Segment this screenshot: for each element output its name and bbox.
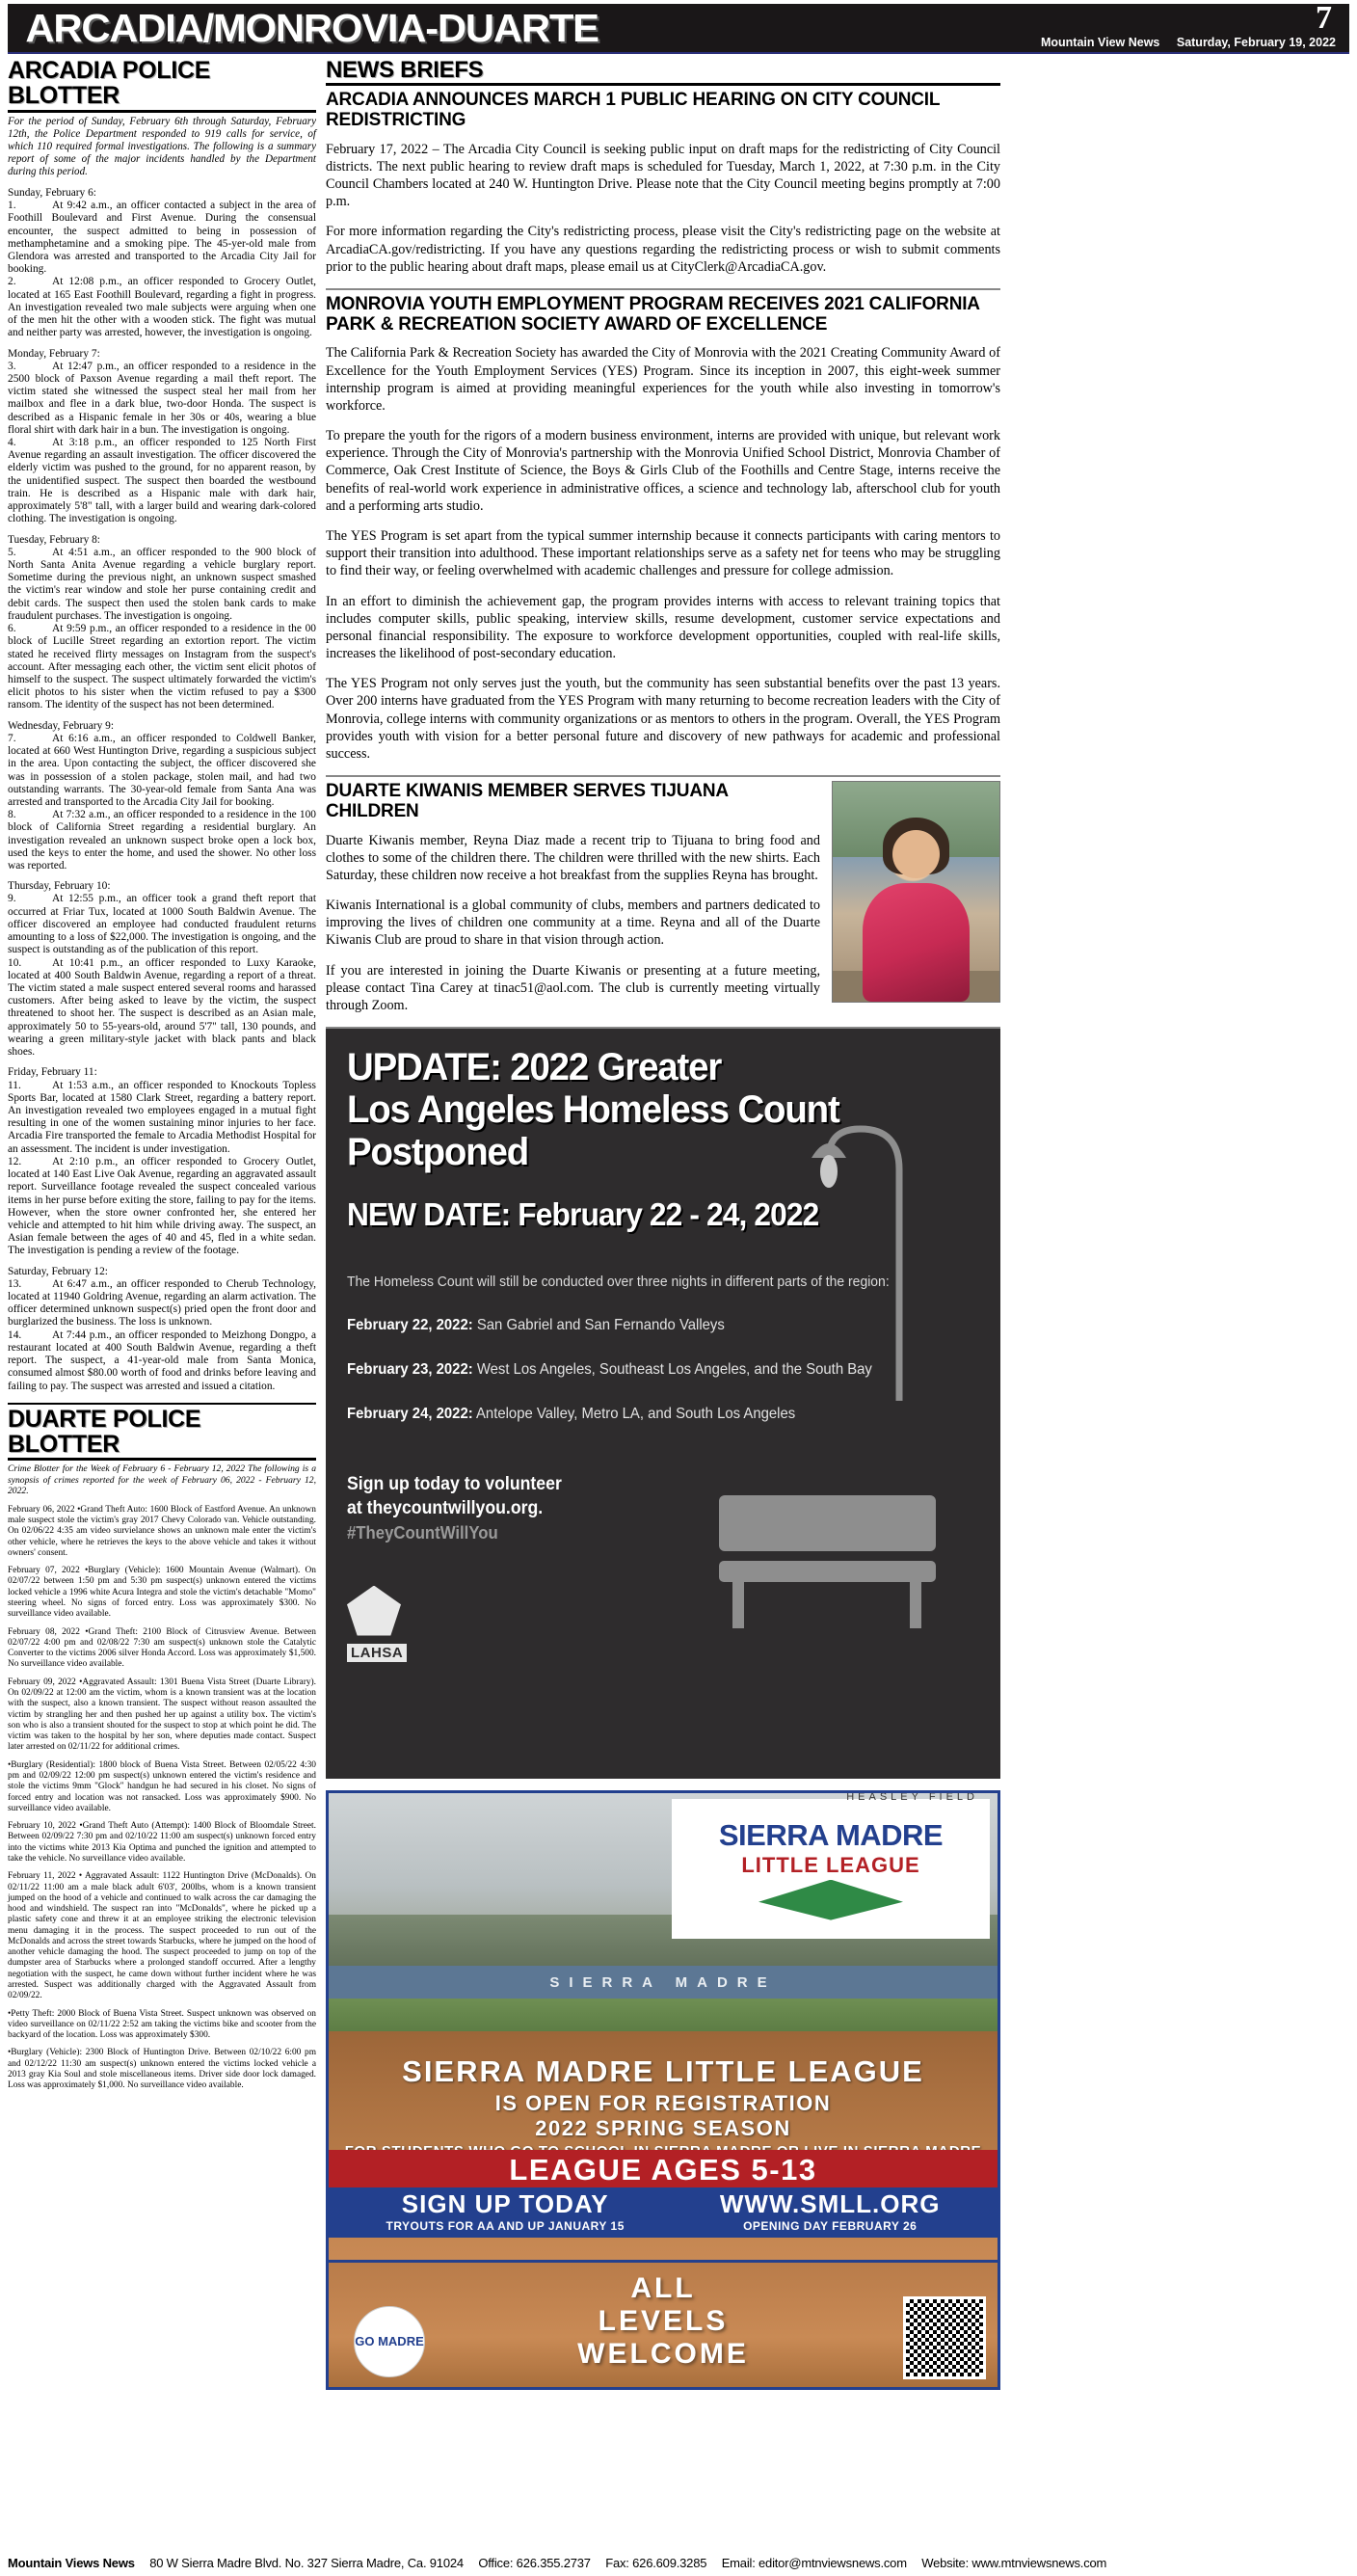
baseball-icon: GO MADRE <box>354 2306 425 2377</box>
section-divider <box>326 775 1000 777</box>
blotter-entry-number: 11. <box>8 1079 21 1091</box>
blotter-entry-text: At 2:10 p.m., an officer responded to Grocery Outlet, located at 140 East Live Oak Avenue, regarding an aggravated assault report. Surveillance footage revealed the suspect concealed various items in her purse before exiting the store, failing to pay for the items. However, when the store owner confronted her, she entered her vehicle and attempted to hit him while driving away. The suspect, an Asian female between the ages of 40 and 45, fled in a white sedan. The investigation is pending a review of the footage. <box>8 1155 316 1257</box>
blotter-entry-number: 5. <box>8 546 16 558</box>
photo-child-shirt <box>863 883 970 1002</box>
blotter-entry-number: 2. <box>8 276 16 288</box>
blotter-entry-text: At 1:53 a.m., an officer responded to Knockouts Topless Sports Bar, located at 1580 Clark Street, regarding a battery report. An investigation revealed two employees engaged in a mutual fight resulting in one of the women sustaining minor injuries to her face. Arcadia Fire transported the female to Arcadia Methodist Hospital for an assessment. The incident is under investigation. <box>8 1079 316 1155</box>
arcadia-blotter-intro: For the period of Sunday, February 6th through Saturday, February 12th, the Police Department responded to 919 calls for service, of which 110 required formal investigations. The following is a summary report of some of the major incidents handled by the Department during this period. <box>8 115 316 177</box>
blotter-entry-text: At 9:59 p.m., an officer responded to a residence in the 00 block of Lucille Street regarding an extortion report. The victim stated he received flirty messages on Instagram from the suspect's account. After messaging each other, the victim sent elicit photos of himself to the suspect. The suspect ultimately forwarded the victim's elicit photos to his sister when the victim refused to pay a $300 ransom. The identity of the suspect has not been determined. <box>8 623 316 711</box>
homeless-ad-new-date: NEW DATE: February 22 - 24, 2022 <box>347 1196 819 1233</box>
arcadia-blotter-heading: ARCADIA POLICE BLOTTER <box>8 58 316 113</box>
section-divider <box>326 288 1000 290</box>
duarte-blotter-intro: Crime Blotter for the Week of February 6 - February 12, 2022 The following is a synopsis of crimes reported for the week of February 06, 2022 - February 12, 2022. <box>8 1463 316 1497</box>
arcadia-blotter-entries <box>8 187 316 1393</box>
blotter-entry-text: At 10:41 p.m., an officer responded to Luxy Karaoke, located at 400 South Baldwin Avenue, regarding a report of a threat. The victim stated a male suspect entered several rooms and harassed customers. After being asked to leave by the victim, the suspect threatened to shoot her. The suspect is described as an Asian male, approximately 50 to 55-years-old, around 5'7" tall, 130 pounds, and wearing a green military-style jacket with black pants and black shoes. <box>8 956 316 1059</box>
blotter-entry-number: 12. <box>8 1155 22 1167</box>
duarte-blotter-entry: •Burglary (Residential): 1800 block of Buena Vista Street. Between 02/05/22 4:30 pm and 02/09/22 12:00 pm suspect(s) unknown entered the victim's residence and stole the victims 9mm "Glock" handgun he had secured in his closet. No signs of forced entry and location was not ransacked. Loss was approximately $900. No surveillance video available. <box>8 1759 316 1813</box>
masthead-meta <box>1041 36 1336 49</box>
blotter-entry <box>8 437 316 526</box>
smll-headline-3: 2022 SPRING SEASON <box>535 2116 791 2141</box>
ad-field-name: HEASLEY FIELD <box>846 1791 978 1804</box>
duarte-blotter-entry: •Petty Theft: 2000 Block of Buena Vista Street. Suspect unknown was observed on video surveillance on 02/11/22 2:52 am taking the victims bike and scooter from the backyard of the location. Loss was approximately $300. <box>8 2008 316 2041</box>
duarte-blotter-entry: February 06, 2022 •Grand Theft Auto: 1600 Block of Eastford Avenue. An unknown male suspect stole the victim's gray 2017 Chevy Colorado van. Vehicle outstanding. On 02/06/22 4:35 am video survielance shows an unknown male enter the victim's other vehicle, where he retrieves the keys to the above vehicle and takes it without owners' consent. <box>8 1504 316 1558</box>
blotter-entry <box>8 547 316 623</box>
ad-grass <box>329 1999 998 2031</box>
blotter-entry-text: At 6:47 a.m., an officer responded to Cherub Technology, located at 11940 Goldring Avenue, regarding an alarm activation. The officer determined unknown suspect(s) pried open the front door and burglarized the business. The loss is unknown. <box>8 1277 316 1328</box>
duarte-blotter-heading: DUARTE POLICE BLOTTER <box>8 1407 316 1462</box>
homeless-ad-date-label: February 22, 2022: <box>347 1317 473 1334</box>
smll-cta-left-small: TRYOUTS FOR AA AND UP JANUARY 15 <box>386 2219 625 2234</box>
blotter-entry <box>8 1080 316 1156</box>
blotter-entry <box>8 276 316 339</box>
news-briefs-list <box>326 90 1000 1014</box>
blotter-entry <box>8 893 316 956</box>
footer-paper-name: Mountain Views News <box>8 2556 135 2570</box>
duarte-blotter-entry: •Burglary (Vehicle): 2300 Block of Huntington Drive. Between 02/10/22 6:00 pm and 02/12/22 11:30 am suspect(s) unknown entered the victims locked vehicle a 2013 gray Kia Soul and stole miscellaneous items. Driver side door lock damaged. Loss was approximately $1,000. No surveillance video available. <box>8 2048 316 2091</box>
homeless-ad-date-label: February 23, 2022: <box>347 1361 473 1379</box>
blotter-entry-number: 6. <box>8 623 16 635</box>
blotter-entry-number: 4. <box>8 437 16 449</box>
ad-wall-text: SIERRA MADRE <box>549 1973 777 1991</box>
blotter-entry-text: At 4:51 a.m., an officer responded to the 900 block of North Santa Anita Avenue regarding a vehicle burglary report. Sometime during the previous night, an unknown suspect smashed the victim's rear window and stole her purse containing credit and debit cards. The suspect then used the stolen bank cards to make fraudulent purchases. The investigation is ongoing. <box>8 546 316 622</box>
blotter-entry-number: 3. <box>8 360 16 372</box>
blotter-entry <box>8 1329 316 1393</box>
homeless-ad-date-entry <box>347 1406 935 1423</box>
lahsa-logo-text: LAHSA <box>347 1644 407 1662</box>
blotter-entry <box>8 809 316 872</box>
smll-headline-block <box>329 2054 998 2160</box>
blotter-entry-text: At 12:08 p.m., an officer responded to Grocery Outlet, located at 165 East Foothill Boulevard, regarding a fight in progress. An investigation revealed two male subjects were arguing when one of the men hit the other with a wooden stick. The fight was mutual and neither party was arrested, however, the investigation is ongoing. <box>8 276 316 339</box>
homeless-ad-date-regions: San Gabriel and San Fernando Valleys <box>472 1317 725 1334</box>
streetlamp-icon <box>808 1112 923 1401</box>
news-brief-title: DUARTE KIWANIS MEMBER SERVES TIJUANA CHILDREN <box>326 781 729 822</box>
duarte-blotter-entry: February 09, 2022 •Aggravated Assault: 1301 Buena Vista Street (Duarte Library). On 02/09/22 at 12:00 am the victim, whom is a known transient was at the location with the suspect, also a known transient. The suspect without reason assaulted the victim by strangling her and then pushed her up against a utility box. The victim's son who is also a transient shouted for the suspect to stop at which point he did. The victim was taken to the hospital by her son, where deputies made contact. Suspect later arrested on 02/11/22 for additional crimes. <box>8 1677 316 1753</box>
smll-headline-2: IS OPEN FOR REGISTRATION <box>494 2091 832 2116</box>
duarte-blotter-entry: February 11, 2022 • Aggravated Assault: 1122 Huntington Drive (McDonalds). On 02/11/22 11:00 am a male black adult 6'03', 200lbs, whom is a known transient jumped on the hood of a vehicle and continued to walk across the car damaging the hood and windshield. The suspect ran into "McDonalds", where he picked up a plastic safety cone and threw it at an employee striking the electronic television menu damaging it in the process. The suspect proceeded to run out of the McDonalds and across the street towards Starbucks, where he jumped on the hood of another vehicle damaging the hood. The suspect proceeded to jump on top of the dumpster area of Starbucks where a prolonged standoff occurred. After a lengthy negotiation with the suspect, he came down without further incident where he was arrested. Suspect was additionally charged with the Aggravated Assault from 02/09/22. <box>8 1871 316 2001</box>
duarte-blotter-entry: February 08, 2022 •Grand Theft: 2100 Block of Citrusview Avenue. Between 02/07/22 4:00 pm and 02/08/22 7:30 am suspect(s) unknown stole the Catalytic Converter to the victims 2006 silver Honda Accord. Loss was approximately $1,500. No surveillance video available. <box>8 1626 316 1670</box>
news-brief-paragraph: In an effort to diminish the achievement gap, the program provides interns with access to relevant training topics that includes computer skills, public speaking, interview skills, resume development, customer service expectations and personal financial responsibility. The exposure to workforce development opportunities, coupled with real-life skills, increases the likelihood of post-secondary education. <box>326 593 1000 662</box>
homeless-ad-title-line1: UPDATE: 2022 Greater <box>347 1046 722 1089</box>
news-brief-paragraph: For more information regarding the City's redistricting process, please visit the City's redistricting page on the website at ArcadiaCA.gov/redistricting. If you have any questions regarding the redistricting process or wish to submit comments prior to the public hearing about draft maps, please email us at CityClerk@ArcadiaCA.gov. <box>326 224 1000 275</box>
blotter-entry-number: 1. <box>8 200 16 212</box>
blotter-entry-number: 7. <box>8 732 16 744</box>
homeless-ad-date-regions: Antelope Valley, Metro LA, and South Los Angeles <box>472 1406 796 1423</box>
blotter-entry <box>8 200 316 276</box>
blotter-entry-number: 14. <box>8 1328 22 1341</box>
page-columns <box>8 58 1349 2390</box>
duarte-blotter-entries <box>8 1505 316 2092</box>
blotter-entry-number: 9. <box>8 893 16 905</box>
blotter-day-label: Friday, February 11: <box>8 1066 97 1079</box>
duarte-blotter-entry: February 10, 2022 •Grand Theft Auto (Attempt): 1400 Block of Bloomdale Street. Between 02/09/22 7:30 pm and 02/10/22 11:00 am suspect(s) unknown forced entry into the victims white 2013 Kia Optima and punched the ignition and attempted to take the vehicle. No surveillance video available. <box>8 1821 316 1864</box>
news-brief-paragraph: To prepare the youth for the rigors of a modern business environment, interns are provided with unique, but relevant work experience. Through the City of Monrovia's partnership with the Monrovia Unified School District, Monrovia Chamber of Commerce, Oak Crest Institute of Science, the Boys & Girls Club of the Foothills and Centre Stage, interns receive the benefits of real-world work experience in administrative offices, a science and technology lab, afterschool club for youth and a performing arts studio. <box>326 428 1000 514</box>
lahsa-mark-icon <box>347 1586 401 1636</box>
column-middle <box>326 58 1000 2390</box>
page-number: 7 <box>1316 0 1332 36</box>
smll-ad-bottom <box>326 2263 1000 2390</box>
blotter-entry-text: At 12:55 p.m., an officer took a grand theft report that occurred at Friar Tux, located at 1000 South Baldwin Avenue. The officer discovered an employee had conducted fraudulent returns amounting to a loss of $22,000. The investigation is ongoing, and the suspect is outstanding as of the publication of this report. <box>8 893 316 956</box>
blotter-entry-text: At 3:18 p.m., an officer responded to 125 North First Avenue regarding an assault investigation. The officer discovered the elderly victim was pushed to the ground, for no apparent reason, by the unidentified suspect. The suspect then boarded the westbound train. He is described as a Hispanic male with dark hair, approximately 5'8" tall, with a larger build and wearing dark-colored clothing. The investigation is ongoing. <box>8 437 316 525</box>
footer-website: Website: www.mtnviewsnews.com <box>921 2556 1107 2570</box>
blotter-entry-text: At 12:47 p.m., an officer responded to a residence in the 2500 block of Paxson Avenue regarding a mail theft report. The victim stated she witnessed the suspect steal her mail from her mailbox and flee in a dark blue, two-door Honda. The suspect is described as a Hispanic female in her 30s or 40s, wearing a blue floral shirt with dark hair in a bun. The investigation is ongoing. <box>8 360 316 436</box>
homeless-ad-date-regions: West Los Angeles, Southeast Los Angeles, and the South Bay <box>472 1361 872 1379</box>
smll-cta-right-small: OPENING DAY FEBRUARY 26 <box>743 2219 918 2234</box>
smll-logo-line2: LITTLE LEAGUE <box>741 1852 920 1877</box>
blotter-entry <box>8 1278 316 1329</box>
news-brief-paragraph: The YES Program is set apart from the typical summer internship because it connects participants with caring mentors to support their transition into adulthood. These important relationships serve as a safety net for teens who may be struggling to find their way, or feeling overwhelmed with academic challenges and pressure for college admission. <box>326 528 1000 579</box>
photo-child-face <box>892 830 939 878</box>
smll-logo-line1: SIERRA MADRE <box>718 1817 944 1852</box>
smll-bottom-line3: WELCOME <box>577 2338 749 2371</box>
masthead <box>8 0 1349 54</box>
blotter-entry <box>8 1156 316 1258</box>
page-title: ARCADIA/MONROVIA-DUARTE <box>25 5 599 50</box>
ad-outfield-wall <box>329 1966 998 1999</box>
blotter-entry-number: 10. <box>8 956 22 969</box>
masthead-paper-name: Mountain View News <box>1040 36 1160 49</box>
news-brief-paragraph: February 17, 2022 – The Arcadia City Council is seeking public input on draft maps for the redistricting of City Council districts. The next public hearing to review draft maps is scheduled for Tuesday, March 1, 2022, at 7:30 p.m. in the City Council Chambers located at 240 W. Huntington Drive. Please note that the City Council meeting begins promptly at 7:00 p.m. <box>326 141 1000 210</box>
blotter-day-label: Wednesday, February 9: <box>8 719 115 732</box>
footer-fax: Fax: 626.609.3285 <box>605 2556 707 2570</box>
smll-all-levels-welcome <box>329 2272 998 2371</box>
news-brief-paragraph: If you are interested in joining the Duarte Kiwanis or presenting at a future meeting, please contact Tina Carey at tinac51@aol.com. The club is currently meeting virtually through Zoom. <box>326 962 820 1013</box>
smll-headline-1: SIERRA MADRE LITTLE LEAGUE <box>402 2054 924 2089</box>
blotter-entry-text: At 7:32 a.m., an officer responded to a residence in the 100 block of California Street regarding a residential burglary. An investigation revealed an unknown suspect broke open a lock box, used the keys to enter the home, and used the shower. No other loss was reported. <box>8 809 316 872</box>
blotter-day-label: Saturday, February 12: <box>8 1265 108 1277</box>
news-brief-item <box>326 775 1000 1014</box>
news-brief-paragraph: Duarte Kiwanis member, Reyna Diaz made a recent trip to Tijuana to bring food and clothes to some of the children there. The children were thrilled with the new shirts. Each Saturday, these children now receive a hot breakfast from the supplies Reyna has brought. <box>326 832 820 883</box>
smll-cta-right-big: WWW.SMLL.ORG <box>719 2189 941 2219</box>
blotter-entry <box>8 361 316 437</box>
smll-bottom-line1: ALL <box>630 2272 696 2305</box>
bench-icon <box>709 1489 950 1634</box>
blotter-day-label: Thursday, February 10: <box>8 880 111 893</box>
blotter-entry <box>8 623 316 712</box>
smll-ages-banner: LEAGUE AGES 5-13 <box>329 2150 998 2190</box>
duarte-blotter-entry: February 07, 2022 •Burglary (Vehicle): 1600 Mountain Avenue (Walmart). On 02/07/22 between 1:50 pm and 5:30 pm suspect(s) unknown entered the victims locked vehicle a 1996 white Acura Integra and stole the victim's detachable "Momo" steering wheel. No signs of forced entry. Loss was approximately $300. No surveillance video available. <box>8 1566 316 1620</box>
qr-code-icon[interactable] <box>903 2296 986 2379</box>
blotter-entry-text: At 6:16 a.m., an officer responded to Coldwell Banker, located at 660 West Huntington Drive, regarding a suspicious subject in the area. Upon contacting the subject, the officer discovered she was in possession of a stolen package, stolen mail, and had two outstanding warrants. The 30-year-old female from Santa Ana was arrested and transported to the Arcadia City Jail for booking. <box>8 732 316 808</box>
footer-office: Office: 626.355.2737 <box>478 2556 591 2570</box>
blotter-entry-text: At 7:44 p.m., an officer responded to Meizhong Dongpo, a restaurant located at 400 South Baldwin Avenue, regarding a theft report. The suspect, a 41-year-old male from Santa Monica, consumed almost $80.00 worth of food and drinks before leaving and failing to pay. The suspect was arrested and issued a citation. <box>8 1328 316 1392</box>
news-brief-item <box>326 90 1000 276</box>
blotter-entry-text: At 9:42 a.m., an officer contacted a subject in the area of Foothill Boulevard and First Avenue. During the consensual encounter, the suspect admitted to being in possession of methamphetamine and a smoking pipe. The 45-yer-old male from Glendora was arrested and transported to the Arcadia City Jail for booking. <box>8 200 316 276</box>
news-brief-title: MONROVIA YOUTH EMPLOYMENT PROGRAM RECEIVES 2021 CALIFORNIA PARK & RECREATION SOCIETY AWARD OF EXCELLENCE <box>326 293 980 335</box>
smll-cta-right[interactable] <box>720 2189 941 2233</box>
blotter-entry <box>8 733 316 809</box>
page-footer <box>8 2556 1349 2570</box>
column-left <box>8 58 316 2390</box>
homeless-ad-subtitle: The Homeless Count will still be conducted over three nights in different parts of the region: <box>347 1274 890 1291</box>
masthead-date: Saturday, February 19, 2022 <box>1176 36 1336 49</box>
smll-bottom-line2: LEVELS <box>598 2305 729 2338</box>
news-briefs-heading: NEWS BRIEFS <box>326 58 1000 86</box>
news-brief-paragraph: The California Park & Recreation Society has awarded the City of Monrovia with the 2021 Creating Community Award of Excellence for the Youth Employment Services (YES) Program. Since its inception in 2007, this eight-week summer internship program is aimed at providing meaningful experiences for the youth while also investing in tomorrow's workforce. <box>326 345 1000 414</box>
footer-address: 80 W Sierra Madre Blvd. No. 327 Sierra Madre, Ca. 91024 <box>149 2556 464 2570</box>
homeless-ad-title-line2: Los Angeles Homeless Count Postponed <box>347 1088 839 1174</box>
blotter-day-label: Monday, February 7: <box>8 347 100 360</box>
smll-cta-bar <box>329 2187 998 2238</box>
footer-email: Email: editor@mtnviewsnews.com <box>721 2556 907 2570</box>
baseball-diamond-icon <box>758 1880 903 1920</box>
blotter-day-label: Tuesday, February 8: <box>8 533 100 546</box>
homeless-ad-signup-line2: at theycountwillyou.org. <box>347 1497 544 1518</box>
column-right <box>1010 58 1357 2390</box>
homeless-count-ad <box>326 1027 1000 1779</box>
smll-cta-left-big: SIGN UP TODAY <box>401 2189 609 2219</box>
news-brief-paragraph: The YES Program not only serves just the youth, but the community has seen substantial benefits over the past 13 years. Over 200 interns have graduated from the YES Program with many returning to become recreation leaders with the City of Monrovia, college interns with community organizations or as mentors to others in the program. Overall, the YES Program provides youth with vision for a better personal future and discovery of new pathways for academic and professional success. <box>326 676 1000 762</box>
blotter-entry <box>8 957 316 1060</box>
homeless-ad-hashtag: #TheyCountWillYou <box>347 1522 498 1543</box>
smll-logo <box>672 1799 990 1939</box>
news-brief-item <box>326 288 1000 763</box>
blotter-entry-number: 8. <box>8 809 16 821</box>
news-brief-paragraph: Kiwanis International is a global community of clubs, members and partners dedicated to improving the lives of children one community at a time. Reyna and all of the Duarte Kiwanis Club are proud to share in that vision through action. <box>326 898 820 949</box>
homeless-ad-date-label: February 24, 2022: <box>347 1406 473 1423</box>
news-brief-title: ARCADIA ANNOUNCES MARCH 1 PUBLIC HEARING ON CITY COUNCIL REDISTRICTING <box>326 90 940 131</box>
blotter-entry-number: 13. <box>8 1277 22 1290</box>
sierra-madre-little-league-ad <box>326 1790 1000 2263</box>
smll-cta-left[interactable] <box>386 2189 625 2233</box>
blotter-day-label: Sunday, February 6: <box>8 186 96 199</box>
kiwanis-child-photo <box>832 781 1000 1003</box>
homeless-ad-signup-line1: Sign up today to volunteer <box>347 1474 562 1495</box>
